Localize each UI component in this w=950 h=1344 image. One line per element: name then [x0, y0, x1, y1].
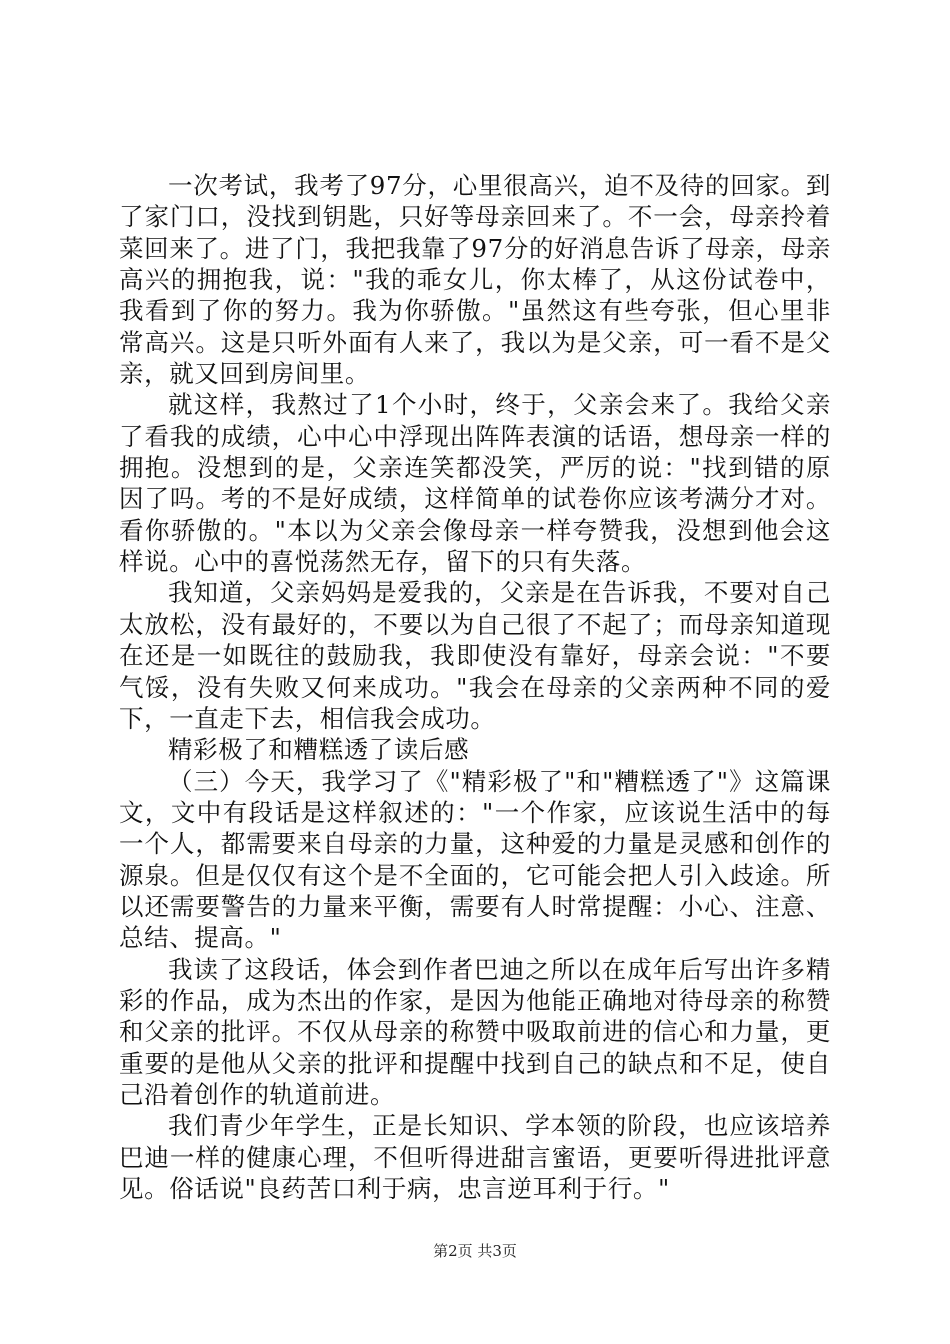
section-title: 精彩极了和糟糕透了读后感 [168, 735, 470, 765]
paragraph-reflection: 我读了这段话，体会到作者巴迪之所以在成年后写出许多精彩的作品，成为杰出的作家，是因为他能正确地对待母亲的称赞和父亲的批评。不仅从母亲的称赞中吸取前进的信心和力量，更重要的是他从父亲的批评和提醒中找到自己的缺点和不足，使自己沿着创作的轨道前进。 [119, 954, 831, 1109]
paragraph-conclusion: 我们青少年学生，正是长知识、学本领的阶段，也应该培养巴迪一样的健康心理，不但听得进甜言蜜语，更要听得进批评意见。俗话说"良药苦口利于病，忠言逆耳利于行。" [119, 1111, 831, 1203]
paragraph-exam-story: 一次考试，我考了97分，心里很高兴，迫不及待的回家。到了家门口，没找到钥匙，只好等母亲回来了。不一会，母亲拎着菜回来了。进了门，我把我靠了97分的好消息告诉了母亲，母亲高兴的拥抱我，说："我的乖女儿，你太棒了，从这份试卷中，我看到了你的努力。我为你骄傲。"虽然这有些夸张，但心里非常高兴。这是只听外面有人来了，我以为是父亲，可一看不是父亲，就又回到房间里。 [119, 171, 831, 389]
page-footer: 第2页 共3页 [433, 1242, 517, 1260]
paragraph-lesson-quote: （三）今天，我学习了《"精彩极了"和"糟糕透了"》这篇课文，文中有段话是这样叙述的："一个作家，应该说生活中的每一个人，都需要来自母亲的力量，这种爱的力量是灵感和创作的源泉。但是仅仅有这个是不全面的，它可能会把人引入歧途。所以还需要警告的力量来平衡，需要有人时常提醒：小心、注意、总结、提高。" [119, 766, 831, 953]
paragraph-parents-love: 我知道，父亲妈妈是爱我的，父亲是在告诉我，不要对自己太放松，没有最好的，不要以为自己很了不起了；而母亲知道现在还是一如既往的鼓励我，我即使没有靠好，母亲会说："不要气馁，没有失败又何来成功。"我会在母亲的父亲两种不同的爱下，一直走下去，相信我会成功。 [119, 578, 831, 733]
document-body [119, 170, 831, 1204]
paragraph-father-returns: 就这样，我熬过了1个小时，终于，父亲会来了。我给父亲了看我的成绩，心中心中浮现出阵阵表演的话语，想母亲一样的拥抱。没想到的是，父亲连笑都没笑，严厉的说："找到错的原因了吗。考的不是好成绩，这样简单的试卷你应该考满分才对。看你骄傲的。"本以为父亲会像母亲一样夸赞我，没想到他会这样说。心中的喜悦荡然无存，留下的只有失落。 [119, 390, 831, 577]
